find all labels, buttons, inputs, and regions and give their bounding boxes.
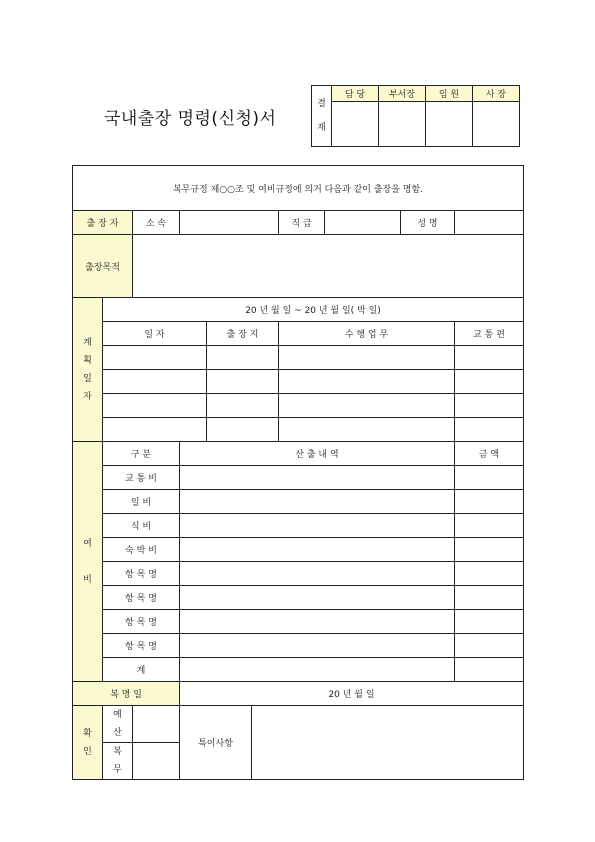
rank-field[interactable] [325, 211, 401, 235]
expense-header-amount: 금 액 [455, 442, 524, 466]
expense-total-detail-cell[interactable] [180, 658, 455, 682]
expense-amount-cell[interactable] [455, 466, 524, 490]
plan-duty-cell[interactable] [279, 370, 455, 394]
plan-destination-cell[interactable] [207, 418, 279, 442]
expense-detail-cell[interactable] [180, 586, 455, 610]
purpose-label: 출장목적 [73, 235, 133, 298]
approval-box [311, 85, 520, 147]
plan-date-cell[interactable] [103, 370, 207, 394]
plan-header-date: 일 자 [103, 322, 207, 346]
approval-sign-president[interactable] [473, 102, 520, 147]
expense-category: 숙 박 비 [103, 538, 180, 562]
intro-text: 복무규정 제○○조 및 여비규정에 의거 다음과 같이 출장을 명함. [73, 166, 524, 211]
expense-amount-cell[interactable] [455, 538, 524, 562]
traveler-label: 출 장 자 [73, 211, 133, 235]
plan-side-label: 계 획 일 자 [73, 298, 103, 442]
notes-label: 특이사항 [180, 706, 252, 780]
confirm-duty-sign[interactable] [133, 743, 180, 780]
approval-sign-manager[interactable] [332, 102, 379, 147]
plan-destination-cell[interactable] [207, 394, 279, 418]
approval-header-manager: 담 당 [332, 86, 379, 102]
approval-side-label: 결 재 [312, 86, 332, 147]
plan-row [73, 394, 524, 418]
plan-transport-cell[interactable] [455, 418, 524, 442]
expense-detail-cell[interactable] [180, 490, 455, 514]
expense-amount-cell[interactable] [455, 562, 524, 586]
plan-date-cell[interactable] [103, 394, 207, 418]
expense-row [73, 562, 524, 586]
approval-sign-dept-head[interactable] [379, 102, 426, 147]
plan-period[interactable]: 20 년 월 일 ~ 20 년 월 일( 박 일) [103, 298, 524, 322]
expense-category: 항 목 명 [103, 610, 180, 634]
plan-row [73, 418, 524, 442]
approval-header-dept-head: 부서장 [379, 86, 426, 102]
expense-header-details: 산 출 내 역 [180, 442, 455, 466]
expense-total-row [73, 658, 524, 682]
expense-category: 식 비 [103, 514, 180, 538]
plan-transport-cell[interactable] [455, 394, 524, 418]
approval-header-executive: 임 원 [426, 86, 473, 102]
expense-detail-cell[interactable] [180, 634, 455, 658]
plan-header-duties: 수 행 업 무 [279, 322, 455, 346]
expense-category: 항 목 명 [103, 586, 180, 610]
confirm-duty-label: 복 무 [103, 743, 133, 780]
approval-header-president: 사 장 [473, 86, 520, 102]
expense-detail-cell[interactable] [180, 610, 455, 634]
name-label: 성 명 [401, 211, 455, 235]
expense-amount-cell[interactable] [455, 490, 524, 514]
expense-row [73, 538, 524, 562]
plan-transport-cell[interactable] [455, 346, 524, 370]
plan-date-cell[interactable] [103, 418, 207, 442]
expense-total-amount-cell[interactable] [455, 658, 524, 682]
plan-transport-cell[interactable] [455, 370, 524, 394]
expense-header-category: 구 분 [103, 442, 180, 466]
expense-row [73, 514, 524, 538]
expense-detail-cell[interactable] [180, 538, 455, 562]
expense-category: 교 통 비 [103, 466, 180, 490]
return-date-field[interactable]: 20 년 월 일 [180, 682, 524, 706]
expense-row [73, 634, 524, 658]
plan-row [73, 346, 524, 370]
approval-sign-executive[interactable] [426, 102, 473, 147]
rank-label: 직 급 [279, 211, 325, 235]
plan-duty-cell[interactable] [279, 346, 455, 370]
dept-label: 소 속 [133, 211, 180, 235]
expense-total-label: 계 [103, 658, 180, 682]
dept-field[interactable] [180, 211, 279, 235]
expense-side-label: 여 비 [73, 442, 103, 682]
plan-header-destination: 출 장 지 [207, 322, 279, 346]
expense-detail-cell[interactable] [180, 514, 455, 538]
plan-date-cell[interactable] [103, 346, 207, 370]
purpose-field[interactable] [133, 235, 524, 298]
travel-order-form [72, 165, 524, 780]
expense-detail-cell[interactable] [180, 562, 455, 586]
expense-category: 일 비 [103, 490, 180, 514]
return-date-label: 복 명 일 [73, 682, 180, 706]
expense-category: 항 목 명 [103, 634, 180, 658]
plan-duty-cell[interactable] [279, 394, 455, 418]
expense-amount-cell[interactable] [455, 610, 524, 634]
plan-duty-cell[interactable] [279, 418, 455, 442]
expense-row [73, 586, 524, 610]
name-field[interactable] [455, 211, 524, 235]
confirm-budget-sign[interactable] [133, 706, 180, 743]
plan-destination-cell[interactable] [207, 370, 279, 394]
plan-header-transport: 교 통 편 [455, 322, 524, 346]
expense-category: 항 목 명 [103, 562, 180, 586]
plan-destination-cell[interactable] [207, 346, 279, 370]
expense-detail-cell[interactable] [180, 466, 455, 490]
plan-row [73, 370, 524, 394]
confirm-budget-label: 예 산 [103, 706, 133, 743]
expense-row [73, 610, 524, 634]
confirm-side-label: 확 인 [73, 706, 103, 780]
expense-amount-cell[interactable] [455, 586, 524, 610]
expense-row [73, 466, 524, 490]
expense-row [73, 490, 524, 514]
notes-field[interactable] [252, 706, 524, 780]
expense-amount-cell[interactable] [455, 514, 524, 538]
page-title: 국내출장 명령(신청)서 [104, 109, 277, 129]
expense-amount-cell[interactable] [455, 634, 524, 658]
